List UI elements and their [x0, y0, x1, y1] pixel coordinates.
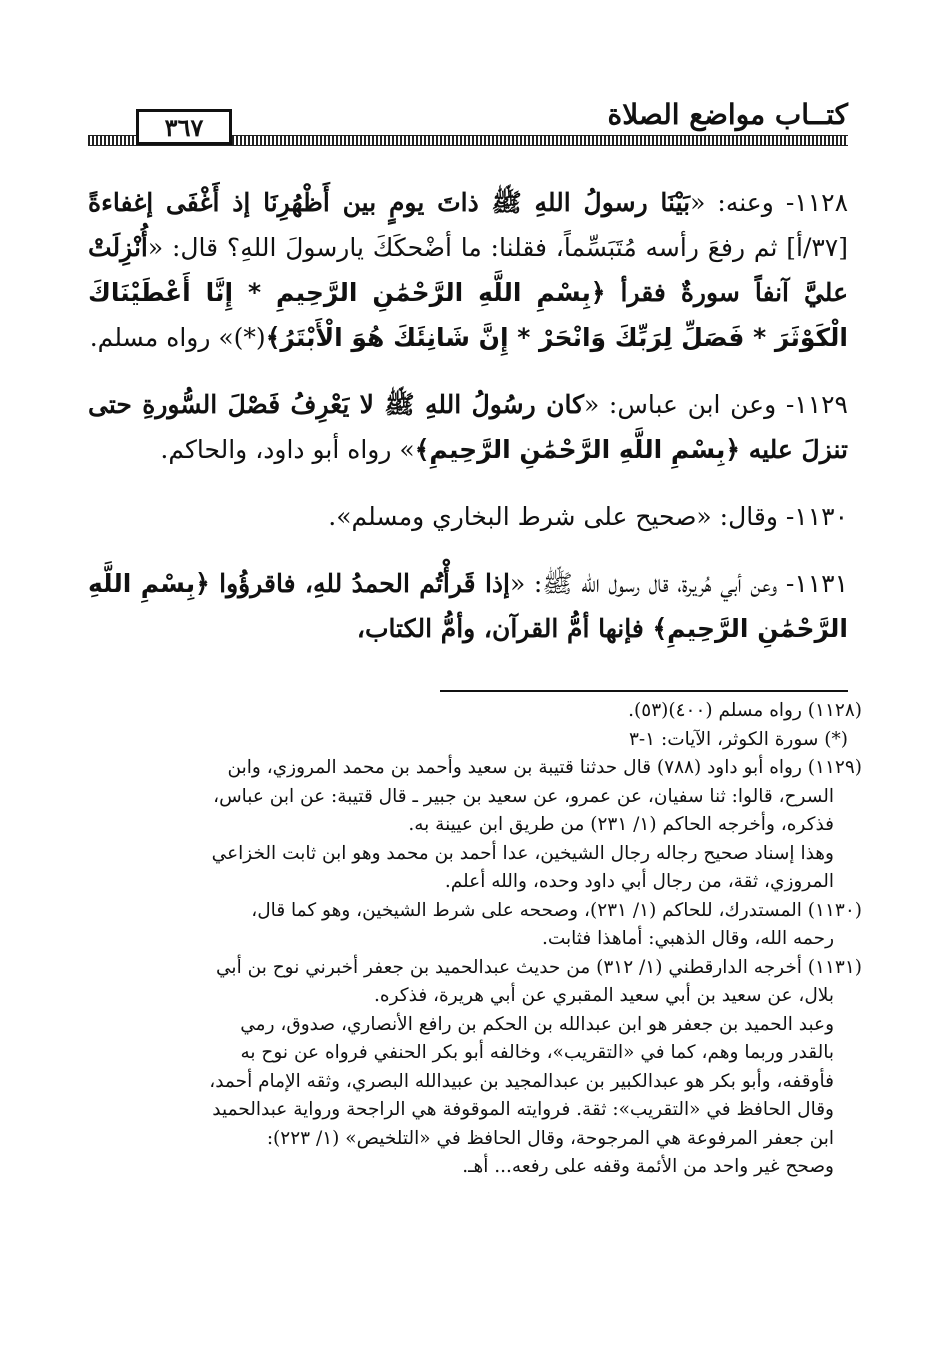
footnote-1129-line: وهذا إسناد صحيح رجاله رجال الشيخين، عدا أحمد بن محمد وهو ابن ثابت الخزاعي [211, 842, 834, 864]
main-text [88, 180, 848, 673]
hadith-source: » رواه أبو داود، والحاكم. [160, 435, 415, 464]
hadith-intro: - وعن ابن عباس: « [583, 390, 795, 419]
footnote-1131-line: وقال الحافظ في «التقريب»: ثقة. فروايته الموقوفة هي الراجحة ورواية عبدالحميد [212, 1099, 834, 1120]
footnote-1131-line: ابن جعفر المرفوعة هي المرجوحة، وقال الحافظ في «التلخيص» (١/ ٢٢٣): [266, 1127, 834, 1149]
footnote-1129-line: السرح، قالوا: ثنا سفيان، عن عمرو، عن سعيد بن جبير ـ قال قتيبة: عن ابن عباس، [213, 785, 834, 807]
hadith-1131 [88, 561, 848, 651]
footnote-star: (*) سورة الكوثر، الآيات: ١-٣ [628, 728, 848, 750]
footnote-1129: (١١٢٩) رواه أبو داود (٧٨٨) قال حدثنا قتيبة بن سعيد وأحمد بن محمد المروزي، وابن [227, 757, 862, 778]
hadith-quote: بَيْنَا رسولُ اللهِ ﷺ ذاتَ يومٍ بين أَظْهُرِنَا إذ أَغْفَى إغفاءةً [88, 188, 691, 217]
page-header [88, 95, 848, 151]
hadith-number: ١١٣٠ [794, 502, 848, 531]
hadith-intro: - وعنه: « [690, 188, 795, 217]
manuscript-mark: [٣٧/أ] [777, 233, 848, 262]
hadith-number: ١١٢٨ [794, 188, 848, 217]
page-number: ٣٦٧ [136, 109, 232, 145]
footnote-1131: (١١٣١) أخرجه الدارقطني (١/ ٣١٢) من حديث عبدالحميد بن جعفر أخبرني نوح بن أبي [216, 956, 862, 978]
footnote-1129-line: المروزي، ثقة، من رجال أبي داود وحده، والله أعلم. [444, 871, 834, 892]
footnote-1131-line: بلال، عن سعيد بن أبي سعيد المقبري عن أبي هريرة، فذكره. [374, 985, 834, 1006]
footnote-separator [440, 690, 848, 692]
hadith-quote: كان رسُولُ اللهِ ﷺ لا يَعْرِفُ فَصْلَ السُّورةِ حتى تنزلَ عليه [88, 390, 848, 464]
hadith-text: ثم رفعَ رأسه مُتَبَسِّماً، فقلنا: ما أضْحكَكَ يارسولَ اللهِ؟ قال: « [147, 233, 778, 262]
book-title: كتــاب مواضع الصلاة [607, 98, 848, 131]
footnote-1130-line: رحمه الله، وقال الذهبي: أماهذا فثابت. [541, 928, 834, 949]
hadith-text: - وقال: «صحيح على شرط البخاري ومسلم». [328, 502, 795, 531]
footnote-1131-line: بالقدر وربما وهم، كما في «التقريب»، وخالفه أبو بكر الحنفي فرواه عن نوح به [240, 1042, 834, 1063]
footnote-1130: (١١٣٠) المستدرك، للحاكم (١/ ٢٣١)، وصححه على شرط الشيخين، وهو كما قال، [251, 899, 862, 921]
hadith-number: ١١٢٩ [794, 390, 848, 419]
hadith-1129 [88, 382, 848, 472]
quran-verse: ﴿بِسْمِ اللَّهِ الرَّحْمَٰنِ الرَّحِيمِ﴾ [414, 435, 749, 464]
footnote-1131-line: وعبد الحميد بن جعفر هو ابن عبدالله بن الحكم بن رافع الأنصاري، صدوق، رمي [240, 1013, 834, 1035]
quran-verse: ﴿بِسْمِ اللَّهِ الرَّحْمَٰنِ الرَّحِيمِ﴾ [88, 569, 848, 643]
footnote-1129-line: فذكره، وأخرجه الحاكم (١/ ٢٣١) من طريق ابن عيينة به. [408, 814, 834, 835]
footnote-1128: (١١٢٨) رواه مسلم (٤٠٠)(٥٣). [628, 700, 862, 721]
footnote-1131-line: وصحح غير واحد من الأئمة وقفه على رفعه... أهـ. [462, 1156, 834, 1177]
footnotes [88, 697, 862, 1182]
hadith-quote: أُنْزِلَتْ عليَّ آنفاً سورةٌ فقرأ [88, 233, 848, 307]
hadith-source: (*)» رواه مسلم. [89, 323, 266, 352]
hadith-intro: - وعن أبي هُريرة، قال رسول الله ﷺ: « [510, 569, 795, 598]
hadith-quote: فإنها أمُّ القرآن، وأمُّ الكتاب، [356, 614, 644, 643]
hadith-1128 [88, 180, 848, 360]
hadith-quote: إذا قَرأْتُم الحمدُ للهِ، فاقرؤُوا [219, 569, 510, 598]
footnote-1131-line: فأوقفه، وأبو بكر هو عبدالكبير بن عبدالمجيد بن عبيدالله البصري، وثقه الإمام أحمد، [209, 1070, 834, 1092]
hadith-number: ١١٣١ [794, 569, 849, 598]
hadith-1130 [88, 494, 848, 539]
quran-verse: ﴿بِسْمِ اللَّهِ الرَّحْمَٰنِ الرَّحِيمِ * إِنَّا أَعْطَيْنَاكَ الْكَوْثَرَ * فَصَلِّ لِرَبِّكَ وَانْحَرْ * إِنَّ شَانِئَكَ هُوَ الْأَبْتَرُ﴾ [88, 278, 848, 352]
